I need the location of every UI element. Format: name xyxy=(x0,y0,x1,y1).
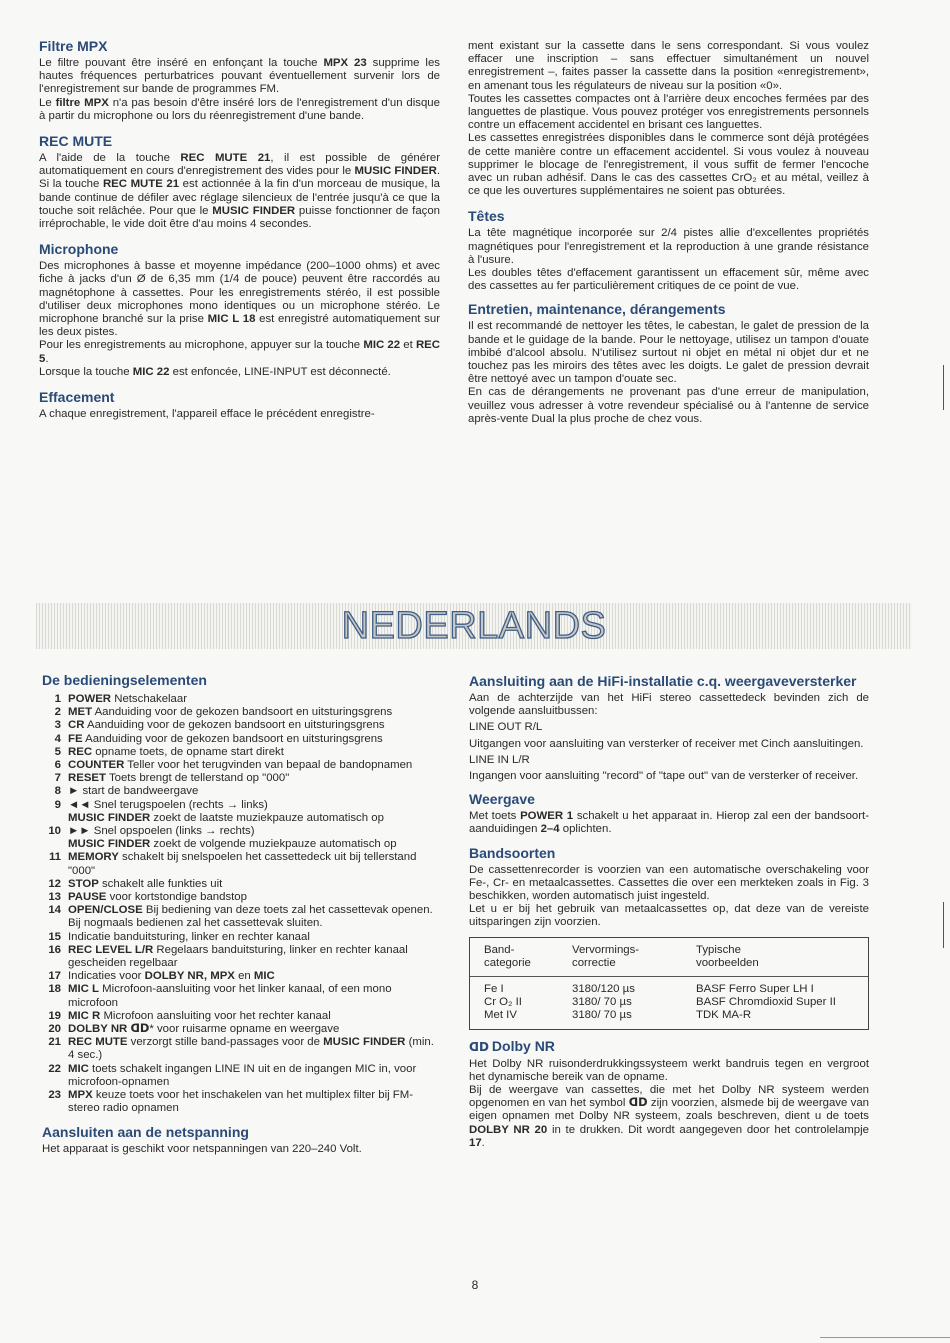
item-text: Indicatie banduitsturing, linker en rechter kanaal xyxy=(68,930,310,943)
rec-mute-paragraph: A l'aide de la touche REC MUTE 21, il est possible de générer automatiquement en cours d'enregistrement des vides pour le MUSIC FINDER. Si la touche REC MUTE 21 est actionnée à la fin d'un morceau de musique, la bande continue de défiler avec réglage silencieux de l'entrée jusqu'à ce que la touche soit relâchée. Pour que le MUSIC FINDER puisse fonctionner de façon irréprochable, le vide doit être d'au moins 4 secondes. xyxy=(39,152,441,231)
list-item xyxy=(42,785,442,798)
tetes-paragraph-1: La tête magnétique incorporée sur 2/4 pistes allie d'excellentes propriétés magnétiques pour l'enregistrement et la reproduction à une grande résistance à l'usure. xyxy=(468,227,869,266)
item-text: MEMORY schakelt bij snelspoelen het cassettedeck uit bij tellerstand "000" xyxy=(68,851,417,877)
table-cell: BASF Ferro Super LH I xyxy=(696,983,814,996)
table-cell: 3180/120 µs xyxy=(572,983,635,996)
list-item xyxy=(42,693,442,706)
item-number: 17 xyxy=(48,970,61,983)
entretien-paragraph-1: Il est recommandé de nettoyer les têtes, le cabestan, le galet de pression de la bande et le guidage de la bande. Pour le nettoyage, utilisez un tampon d'ouate imbibé d'alcool absolu. N'utilisez surtout ni objet en métal ni objet dur et ne touchez pas les miroirs des têtes avec les doigts. Le galet de pression devrait être nettoyé avec un tampon d'ouate sec. xyxy=(468,320,869,386)
item-number: 15 xyxy=(48,930,61,943)
list-item xyxy=(42,891,442,904)
table-cell: Met IV xyxy=(484,1009,517,1022)
bandsoorten-paragraph-1: De cassettenrecorder is voorzien van een automatische overschakeling voor Fe-, Cr- en metaalcassettes. Cassettes die over een merkteken zoals in Fig. 3 beschikken, worden automatisch juist ingesteld. xyxy=(469,863,869,903)
item-text: REC opname toets, de opname start direkt xyxy=(68,745,284,758)
hifi-line-in: LINE IN L/R xyxy=(469,753,530,766)
item-text: RESET Toets brengt de tellerstand op "000" xyxy=(68,772,290,785)
item-text: ►► Snel opspoelen (links → rechts) MUSIC FINDER zoekt de volgende muziekpauze automatisch op xyxy=(68,825,397,851)
list-item xyxy=(42,799,442,825)
list-item xyxy=(42,719,442,732)
dolby-icon: ᗡᗞ xyxy=(628,1097,648,1110)
list-item xyxy=(42,1023,442,1036)
item-number: 23 xyxy=(48,1089,61,1102)
dolby-paragraph-1: Het Dolby NR ruisonderdrukkingssysteem werkt bandruis tegen en vergroot het dynamische bereik van de opname. xyxy=(469,1057,869,1083)
list-item xyxy=(42,706,442,719)
bandsoorten-heading: Bandsoorten xyxy=(469,844,556,861)
microphone-paragraph-2: Pour les enregistrements au microphone, appuyer sur la touche MIC 22 et REC 5. xyxy=(39,339,440,365)
item-number: 13 xyxy=(48,891,61,904)
hifi-heading: Aansluiting aan de HiFi-installatie c.q. weergaveversterker xyxy=(469,673,857,689)
item-text: COUNTER Teller voor het terugvinden van bepaal de bandopnamen xyxy=(68,759,413,772)
tetes-heading: Têtes xyxy=(468,208,505,225)
controls-list xyxy=(42,693,442,1116)
item-text: ► start de bandweergave xyxy=(68,785,199,798)
item-number: 21 xyxy=(48,1036,61,1049)
item-text: MIC L Microfoon-aansluiting voor het linker kanaal, of een mono microfoon xyxy=(68,983,392,1009)
item-text: REC MUTE verzorgt stille band-passages voor de MUSIC FINDER (min. 4 sec.) xyxy=(68,1036,434,1062)
item-number: 19 xyxy=(48,1009,61,1022)
item-text: Indicaties voor DOLBY NR, MPX en MIC xyxy=(68,970,275,983)
list-item xyxy=(42,759,442,772)
list-item xyxy=(42,983,442,1009)
item-text: FE Aanduiding voor de gekozen bandsoort en uitsturingsgrens xyxy=(68,732,383,745)
item-number: 12 xyxy=(48,877,61,890)
tape-type-table xyxy=(469,937,869,1030)
page-number: 8 xyxy=(471,1278,479,1292)
table-row xyxy=(484,983,862,996)
microphone-paragraph-3: Lorsque la touche MIC 22 est enfoncée, LINE-INPUT est déconnecté. xyxy=(39,365,391,378)
mpx-paragraph-1: Le filtre pouvant être inséré en enfonçant la touche MPX 23 supprime les hautes fréquences perturbatrices pouvant éventuellement survenir lors de l'enregistrement sur bande de programmes FM. xyxy=(39,57,440,96)
entretien-paragraph-2: En cas de dérangements ne provenant pas d'une erreur de manipulation, veuillez vous adresser à votre revendeur spécialisé ou à l'antenne de service après-vente Dual la plus proche de chez vous. xyxy=(468,386,869,425)
item-number: 3 xyxy=(54,719,61,732)
item-number: 10 xyxy=(48,825,61,838)
item-number: 20 xyxy=(48,1023,61,1036)
entretien-heading: Entretien, maintenance, dérangements xyxy=(468,301,726,318)
item-number: 14 xyxy=(48,904,61,917)
language-banner xyxy=(36,603,912,649)
list-item xyxy=(42,904,442,930)
dolby-icon: ᗡᗞ xyxy=(469,1039,489,1054)
banner-title: NEDERLANDS xyxy=(341,605,607,647)
table-divider xyxy=(470,976,868,977)
list-item xyxy=(42,1036,442,1062)
bandsoorten-paragraph-2: Let u er bij het gebruik van metaalcassettes op, dat deze van de vereiste uitsparingen zijn voorzien. xyxy=(469,903,869,929)
item-number: 8 xyxy=(54,785,61,798)
microphone-heading: Microphone xyxy=(39,241,119,258)
margin-mark xyxy=(943,365,944,410)
effacement-continued-3: Les cassettes enregistrées disponibles dans le commerce sont déjà protégées de cette manière contre un effacement accidentel. Si vous voulez à nouveau supprimer le blocage de l'enregistrement, il vous suffit de fermer l'encoche avec un ruban adhésif. Dans le cas des cassettes CrO₂ et au métal, veillez à ce que les ouvertures supplémentaires ne soient pas obturées. xyxy=(468,132,869,198)
item-number: 7 xyxy=(54,772,61,785)
hifi-paragraph-1: Aan de achterzijde van het HiFi stereo cassettedeck bevinden zich de volgende aansluitbussen: xyxy=(469,692,869,718)
item-text: MIC R Microfoon aansluiting voor het rechter kanaal xyxy=(68,1009,331,1022)
item-text: REC LEVEL L/R Regelaars banduitsturing, linker en rechter kanaal gescheiden regelbaar xyxy=(68,943,408,970)
controls-heading: De bedieningselementen xyxy=(42,672,207,688)
table-cell: 3180/ 70 µs xyxy=(572,1009,632,1022)
item-text: PAUSE voor kortstondige bandstop xyxy=(68,891,247,904)
mpx-heading: Filtre MPX xyxy=(39,38,108,54)
list-item xyxy=(42,772,442,785)
hifi-line-out: LINE OUT R/L xyxy=(469,721,543,734)
item-number: 4 xyxy=(54,732,61,745)
table-header-row: Band- categorie Vervormings- correctie Typische voorbeelden xyxy=(484,943,759,969)
mains-heading: Aansluiten aan de netspanning xyxy=(42,1123,249,1140)
item-number: 2 xyxy=(54,706,61,719)
list-item xyxy=(42,733,442,746)
dolby-paragraph-2: Bij de weergave van cassettes, die met het Dolby NR systeem werden opgenomen en van het symbol ᗡᗞ zijn voorzien, alsmede bij de weergave van eigen opnamen met Dolby NR systeem, zoals beschreven, dient u de toets DOLBY NR 20 in te drukken. Dit wordt aangegeven door het controlelampje 17. xyxy=(469,1084,869,1149)
table-cell: BASF Chromdioxid Super II xyxy=(696,996,836,1009)
margin-mark xyxy=(943,902,944,948)
list-item xyxy=(42,970,442,983)
weergave-paragraph: Met toets POWER 1 schakelt u het apparaat in. Hierop zal een der bandsoort-aanduidingen 2–4 oplichten. xyxy=(469,810,869,836)
item-number: 1 xyxy=(54,693,61,705)
table-row xyxy=(484,996,862,1009)
rec-mute-heading: REC MUTE xyxy=(39,133,113,150)
item-number: 5 xyxy=(54,745,61,758)
nl-left-column xyxy=(42,672,442,1156)
bottom-rule xyxy=(820,1337,950,1338)
item-number: 16 xyxy=(48,943,61,956)
weergave-heading: Weergave xyxy=(469,791,535,808)
table-cell: Fe I xyxy=(484,983,504,996)
item-text: OPEN/CLOSE Bij bediening van deze toets zal het cassettevak openen. Bij nogmaals bedienen zal het cassettevak sluiten. xyxy=(68,904,433,930)
list-item xyxy=(42,1089,442,1115)
item-text: MIC toets schakelt ingangen LINE IN uit en de ingangen MIC in, voor microfoon-opnamen xyxy=(68,1062,417,1088)
table-cell: Cr O₂ II xyxy=(484,996,522,1009)
list-item xyxy=(42,1063,442,1089)
nl-right-column xyxy=(469,673,869,1150)
dolby-heading: ᗡᗞ Dolby NR xyxy=(469,1037,555,1054)
mains-paragraph: Het apparaat is geschikt voor netspanningen van 220–240 Volt. xyxy=(42,1142,362,1155)
list-item xyxy=(42,944,442,970)
item-text: ◄◄ Snel terugspoelen (rechts → links) MUSIC FINDER zoekt de laatste muziekpauze automatisch op xyxy=(68,798,384,824)
mpx-paragraph-2: Le filtre MPX n'a pas besoin d'être inséré lors de l'enregistrement d'un disque à partir du microphone ou lors du réenregistrement d'une bande. xyxy=(39,96,440,122)
hifi-paragraph-3: Ingangen voor aansluiting "record" of "tape out" van de versterker of receiver. xyxy=(469,770,859,783)
item-number: 9 xyxy=(54,798,61,811)
item-number: 6 xyxy=(54,759,61,772)
effacement-paragraph: A chaque enregistrement, l'appareil efface le précédent enregistre- xyxy=(39,408,375,421)
list-item xyxy=(42,1010,442,1023)
list-item xyxy=(42,746,442,759)
hifi-paragraph-2: Uitgangen voor aansluiting van versterker of receiver met Cinch aansluitingen. xyxy=(469,737,864,750)
item-text: CR Aanduiding voor de gekozen bandsoort en uitsturingsgrens xyxy=(68,719,385,732)
item-text: MET Aanduiding voor de gekozen bandsoort en uitsturingsgrens xyxy=(68,706,393,719)
effacement-continued-2: Toutes les cassettes compactes ont à l'arrière deux encoches fermées par des languettes de plastique. Vous pouvez protéger vos enregistrements personnels contre un effacement accidentel en brisant ces languettes. xyxy=(468,92,869,132)
item-text: STOP schakelt alle funkties uit xyxy=(68,877,223,890)
table-row xyxy=(484,1009,862,1022)
item-number: 11 xyxy=(48,851,61,864)
list-item xyxy=(42,931,442,944)
effacement-heading: Effacement xyxy=(39,389,115,406)
tetes-paragraph-2: Les doubles têtes d'effacement garantissent un effacement sûr, même avec des cassettes au fer particulièrement critiques de ce point de vue. xyxy=(468,267,869,293)
item-text: MPX keuze toets voor het inschakelen van het multiplex filter bij FM-stereo radio opnamen xyxy=(68,1089,414,1115)
item-number: 22 xyxy=(48,1062,61,1075)
item-text: DOLBY NR ᗡᗞ* voor ruisarme opname en weergave xyxy=(68,1023,340,1036)
list-item xyxy=(42,878,442,891)
fr-left-column xyxy=(39,38,440,421)
list-item xyxy=(42,825,442,851)
table-cell: 3180/ 70 µs xyxy=(572,996,632,1009)
microphone-paragraph-1: Des microphones à basse et moyenne impédance (200–1000 ohms) et avec fiche à jacks d'un Ø de 6,35 mm (1/4 de pouce) peuvent être raccordés au magnétophone à cassettes. Pour les enregistrements stéréo, il est possible d'utiliser deux microphones mono identiques ou un microphone stéréo. Le microphone branché sur la prise MIC L 18 est enregistré automatiquement sur les deux pistes. xyxy=(39,260,440,339)
item-number: 18 xyxy=(48,983,61,996)
table-cell: TDK MA-R xyxy=(696,1009,752,1022)
list-item xyxy=(42,851,442,877)
fr-right-column xyxy=(468,40,869,426)
item-text: POWER Netschakelaar xyxy=(68,693,188,705)
effacement-continued-1: ment existant sur la cassette dans le sens correspondant. Si vous voulez effacer une inscription – sans effectuer simultanément un nouvel enregistrement –, faites passer la cassette dans la position «enregistrement», en amenant tous les régulateurs de niveau sur la position «0». xyxy=(468,40,869,92)
